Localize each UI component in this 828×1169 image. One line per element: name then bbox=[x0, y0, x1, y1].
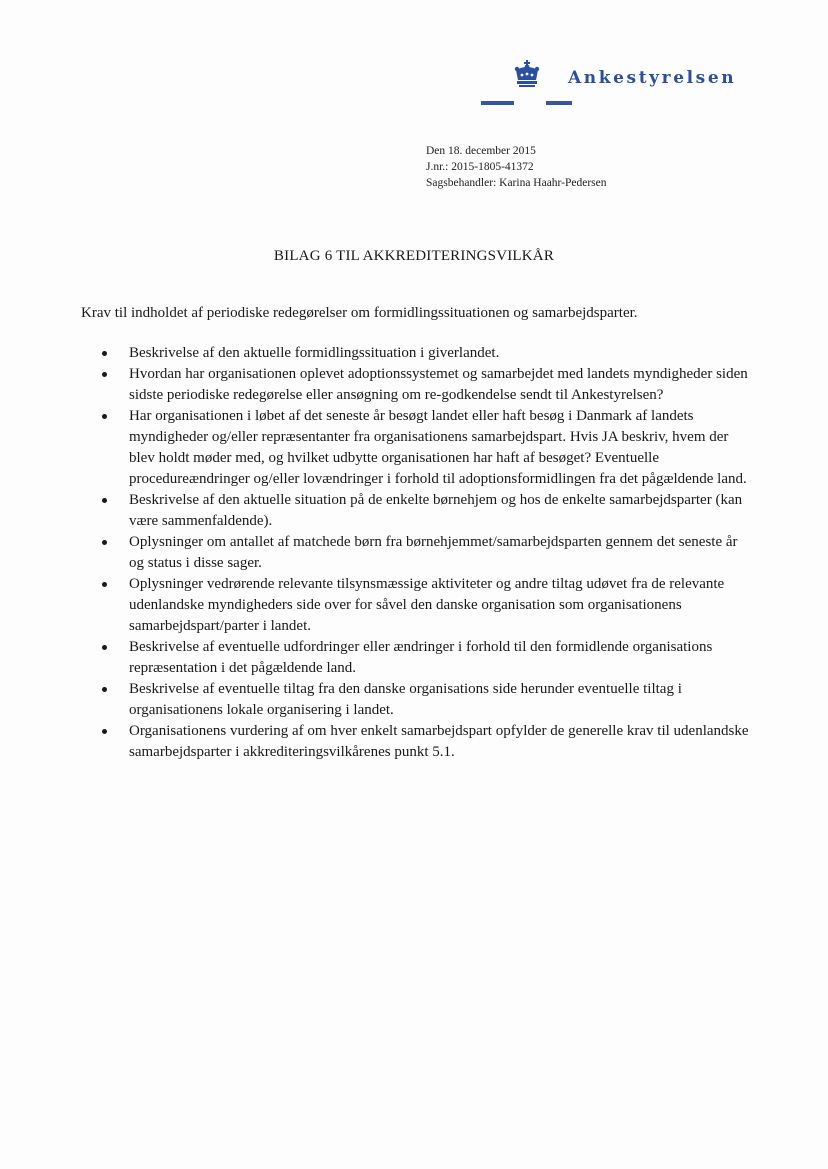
intro-text: Krav til indholdet af periodiske redegørelser om formidlingssituationen og samarbejdsparter. bbox=[81, 305, 638, 321]
list-item: Beskrivelse af eventuelle tiltag fra den danske organisations side herunder eventuelle tiltag i organisationens lokale organisering i landet. bbox=[96, 679, 756, 721]
list-item: Beskrivelse af eventuelle udfordringer eller ændringer i forhold til den formidlende organisations repræsentation i det pågældende land. bbox=[96, 637, 756, 679]
list-item: Organisationens vurdering af om hver enkelt samarbejdspart opfylder de generelle krav til udenlandske samarbejdsparter i akkrediteringsvilkårenes punkt 5.1. bbox=[96, 721, 756, 763]
meta-date: Den 18. december 2015 bbox=[426, 145, 536, 157]
meta-case-officer: Sagsbehandler: Karina Haahr-Pedersen bbox=[426, 177, 607, 189]
list-item: Har organisationen i løbet af det seneste år besøgt landet eller haft besøg i Danmark af landets myndigheder og/eller repræsentanter fra organisationens samarbejdspart. Hvis JA beskriv, hvem der blev holdt møder med, og hvilket udbytte organisationen har haft af besøget? Eventuelle procedureændringer og/eller lovændringer i forhold til adoptionsformidlingen fra det pågældende land. bbox=[96, 406, 756, 490]
list-item: Oplysninger vedrørende relevante tilsynsmæssige aktiviteter og andre tiltag udøvet fra de relevante udenlandske myndigheders side over for såvel den danske organisation som organisationens samarbejdspart/parter i landet. bbox=[96, 574, 756, 637]
list-item: Oplysninger om antallet af matchede børn fra børnehjemmet/samarbejdsparten gennem det seneste år og status i disse sager. bbox=[96, 532, 756, 574]
list-item: Beskrivelse af den aktuelle situation på de enkelte børnehjem og hos de enkelte samarbejdsparter (kan være sammenfaldende). bbox=[96, 490, 756, 532]
meta-journal-number: J.nr.: 2015-1805-41372 bbox=[426, 161, 534, 173]
brand-bar-right bbox=[546, 101, 572, 105]
brand-bar-left bbox=[481, 101, 514, 105]
document-heading: BILAG 6 TIL AKKREDITERINGSVILKÅR bbox=[273, 248, 555, 264]
list-item: Beskrivelse af den aktuelle formidlingssituation i giverlandet. bbox=[96, 343, 756, 364]
letterhead-logo bbox=[510, 60, 770, 112]
crown-icon bbox=[512, 60, 542, 88]
document-meta bbox=[426, 143, 607, 191]
brand-name: Ankestyrelsen bbox=[568, 68, 737, 88]
list-item: Hvordan har organisationen oplevet adoptionssystemet og samarbejdet med landets myndigheder siden sidste periodiske redegørelse eller ansøgning om re-godkendelse sendt til Ankestyrelsen? bbox=[96, 364, 756, 406]
requirements-list bbox=[96, 343, 756, 763]
